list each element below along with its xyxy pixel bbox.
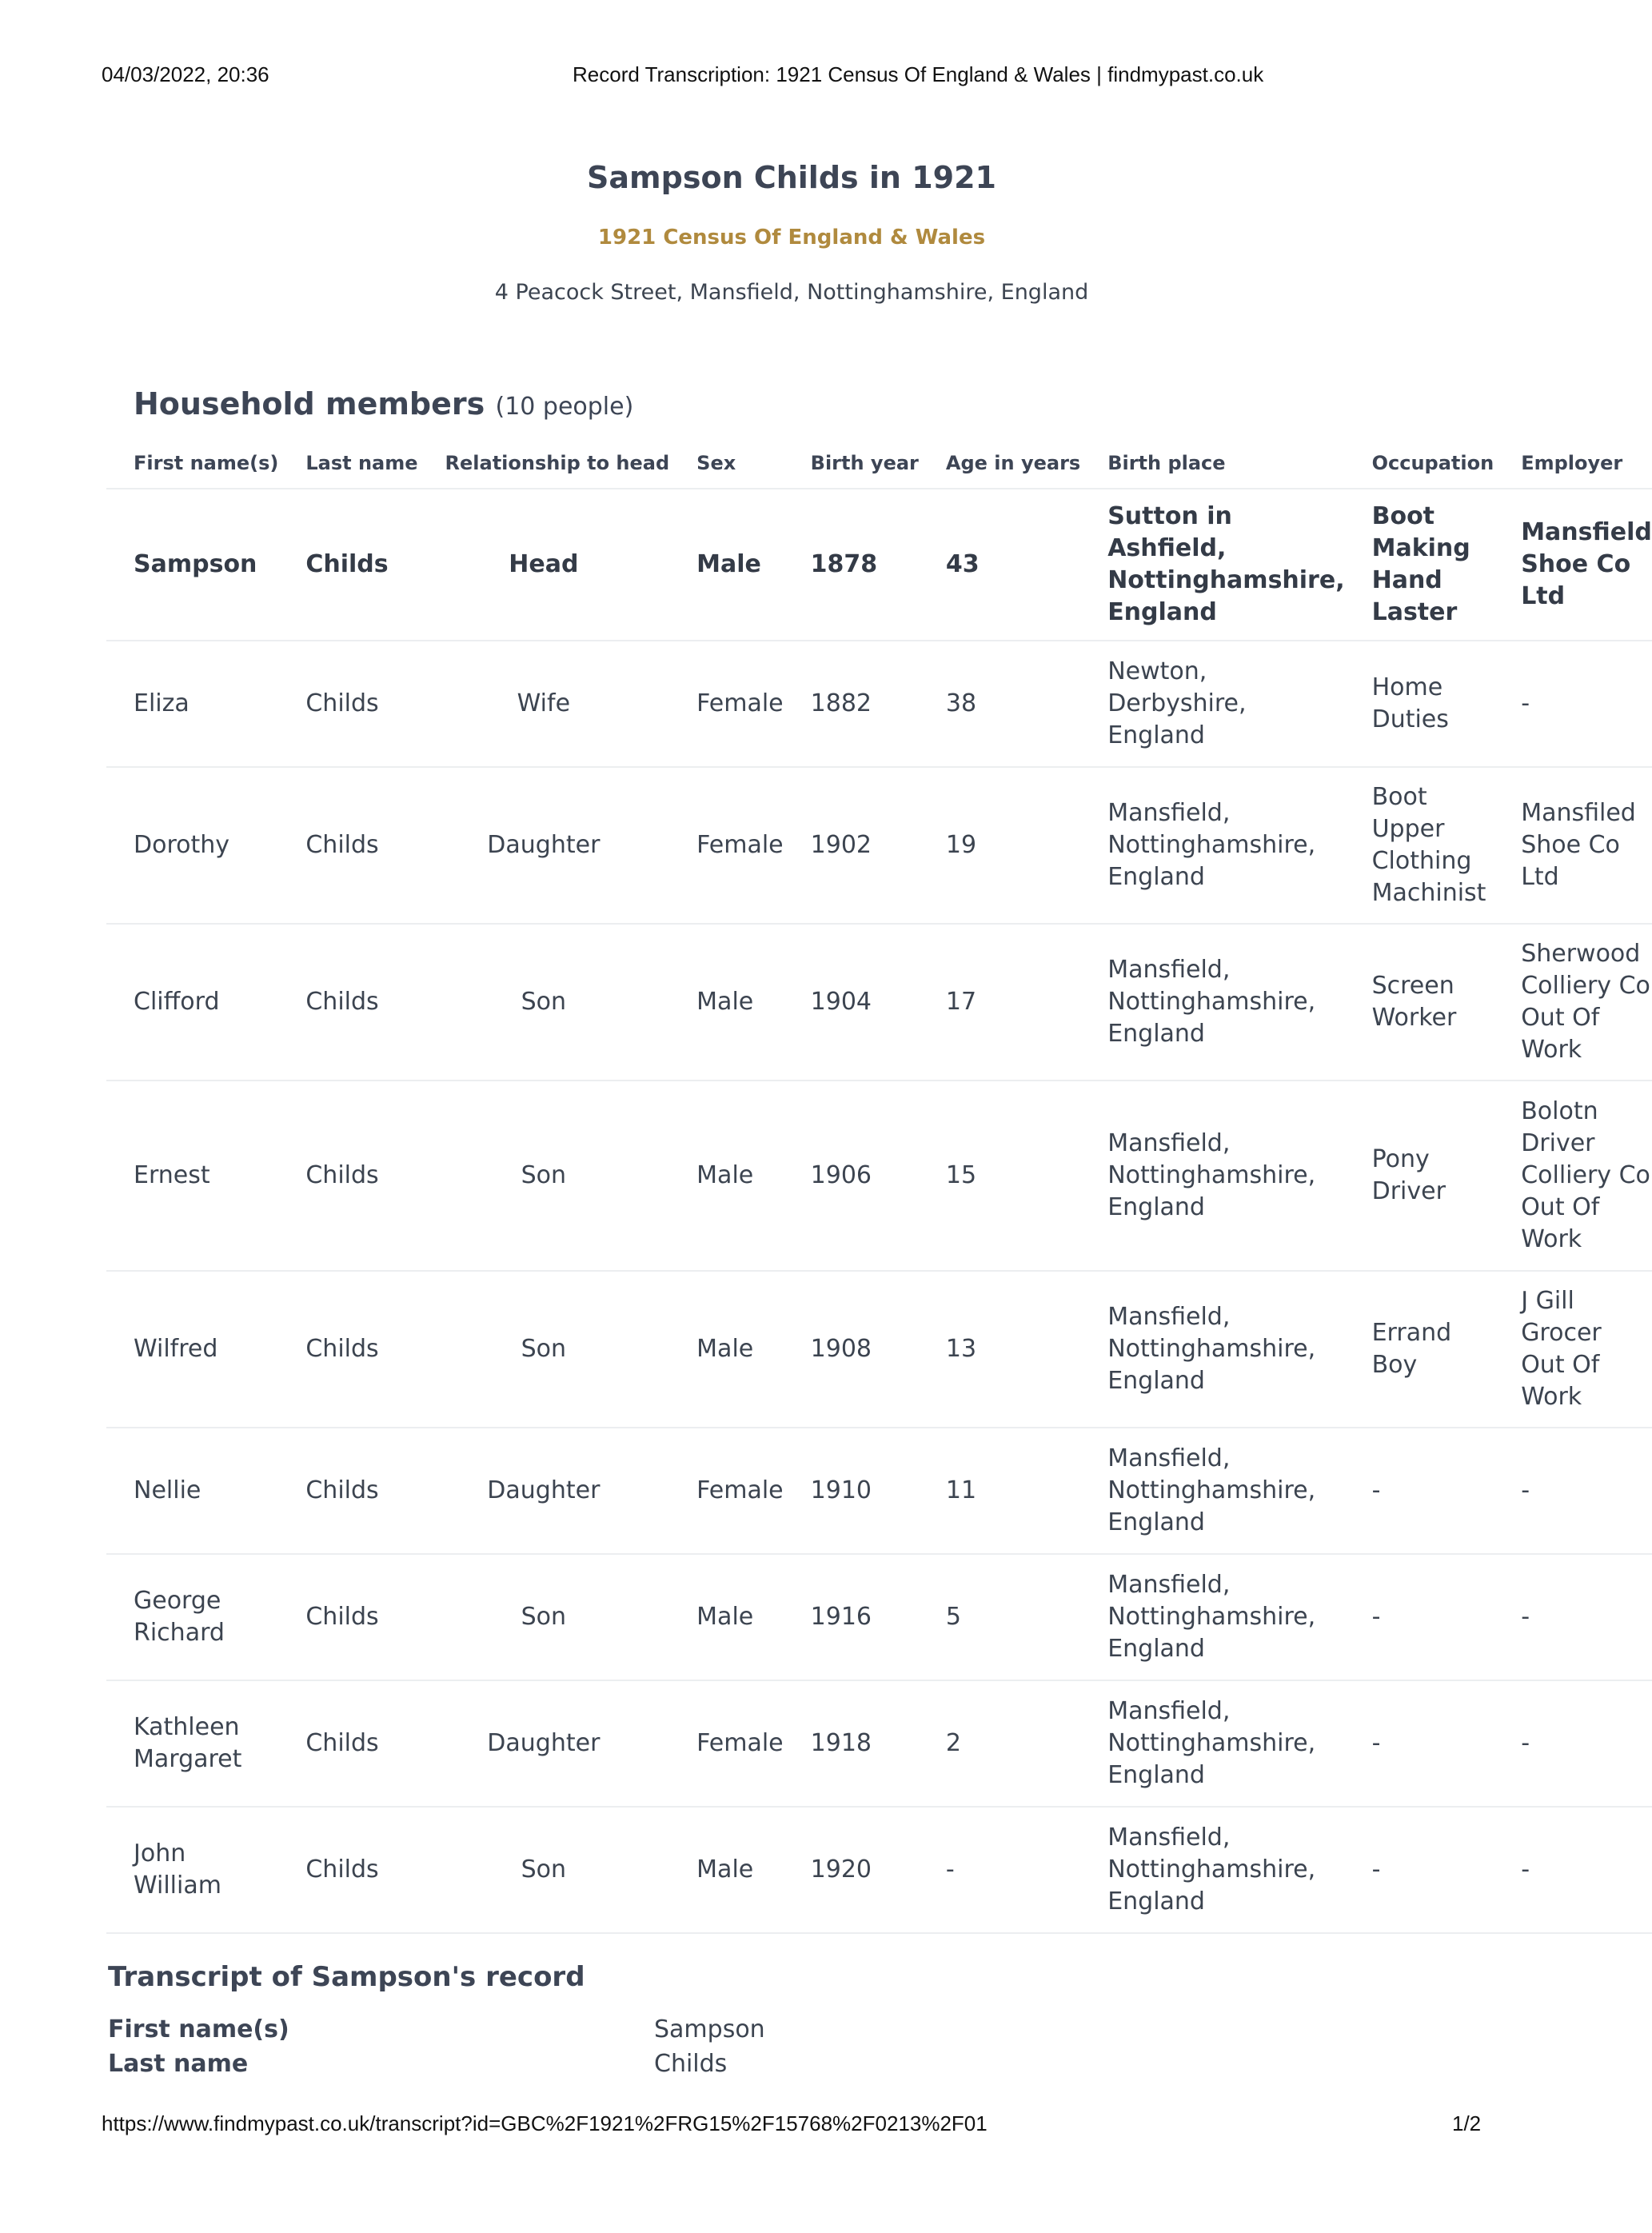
- cell-first-name: Kathleen Margaret: [106, 1680, 278, 1807]
- cell-relationship: Daughter: [418, 1680, 670, 1807]
- cell-age: 5: [919, 1554, 1080, 1680]
- cell-relationship: Head: [418, 489, 670, 641]
- cell-last-name: Childs: [278, 489, 417, 641]
- column-header: Birth year: [784, 438, 919, 489]
- column-header: Age in years: [919, 438, 1080, 489]
- cell-sex: Male: [669, 1271, 783, 1428]
- cell-occupation: Screen Worker: [1345, 924, 1494, 1081]
- household-members-table: [106, 438, 1652, 1934]
- cell-birth-place: Mansfield, Nottinghamshire, England: [1080, 1081, 1344, 1271]
- cell-employer: -: [1494, 1428, 1652, 1554]
- cell-employer: -: [1494, 1680, 1652, 1807]
- cell-birth-place: Mansfield, Nottinghamshire, England: [1080, 924, 1344, 1081]
- cell-occupation: Boot Making Hand Laster: [1345, 489, 1494, 641]
- cell-occupation: -: [1345, 1680, 1494, 1807]
- page-title: Sampson Childs in 1921: [587, 160, 996, 195]
- column-header: Sex: [669, 438, 783, 489]
- cell-birth-place: Mansfield, Nottinghamshire, England: [1080, 1554, 1344, 1680]
- table-row[interactable]: [106, 1428, 1652, 1554]
- transcript-heading: Transcript of Sampson's record: [108, 1961, 585, 1993]
- cell-birth-place: Newton, Derbyshire, England: [1080, 641, 1344, 767]
- cell-age: 11: [919, 1428, 1080, 1554]
- cell-age: 2: [919, 1680, 1080, 1807]
- cell-employer: -: [1494, 1807, 1652, 1933]
- cell-age: 15: [919, 1081, 1080, 1271]
- cell-first-name: Nellie: [106, 1428, 278, 1554]
- cell-birth-year: 1906: [784, 1081, 919, 1271]
- column-header: First name(s): [106, 438, 278, 489]
- cell-birth-year: 1882: [784, 641, 919, 767]
- table-row[interactable]: [106, 1554, 1652, 1680]
- cell-occupation: Errand Boy: [1345, 1271, 1494, 1428]
- cell-relationship: Son: [418, 1807, 670, 1933]
- cell-sex: Female: [669, 1428, 783, 1554]
- cell-first-name: Wilfred: [106, 1271, 278, 1428]
- cell-sex: Male: [669, 1081, 783, 1271]
- cell-relationship: Son: [418, 924, 670, 1081]
- cell-birth-place: Mansfield, Nottinghamshire, England: [1080, 1807, 1344, 1933]
- column-header: Occupation: [1345, 438, 1494, 489]
- cell-birth-year: 1904: [784, 924, 919, 1081]
- transcript-label-last-name: Last name: [108, 2050, 249, 2078]
- cell-birth-year: 1920: [784, 1807, 919, 1933]
- cell-relationship: Wife: [418, 641, 670, 767]
- print-header: [0, 62, 1535, 90]
- cell-age: 38: [919, 641, 1080, 767]
- print-page-number: 1/2: [1452, 2111, 1482, 2135]
- column-header: Employer: [1494, 438, 1652, 489]
- table-row[interactable]: [106, 1081, 1652, 1271]
- cell-first-name: Sampson: [106, 489, 278, 641]
- cell-occupation: Boot Upper Clothing Machinist: [1345, 767, 1494, 924]
- print-page-title: Record Transcription: 1921 Census Of England & Wales | findmypast.co.uk: [573, 62, 1264, 86]
- cell-last-name: Childs: [278, 1680, 417, 1807]
- cell-sex: Male: [669, 489, 783, 641]
- cell-birth-place: Sutton in Ashfield, Nottinghamshire, England: [1080, 489, 1344, 641]
- cell-relationship: Daughter: [418, 767, 670, 924]
- cell-occupation: Pony Driver: [1345, 1081, 1494, 1271]
- cell-employer: Sherwood Colliery Co Out Of Work: [1494, 924, 1652, 1081]
- print-url: https://www.findmypast.co.uk/transcript?id=GBC%2F1921%2FRG15%2F15768%2F0213%2F01: [102, 2111, 988, 2135]
- cell-age: 43: [919, 489, 1080, 641]
- cell-last-name: Childs: [278, 767, 417, 924]
- cell-sex: Female: [669, 767, 783, 924]
- cell-employer: Bolotn Driver Colliery Co Out Of Work: [1494, 1081, 1652, 1271]
- cell-last-name: Childs: [278, 1081, 417, 1271]
- cell-first-name: Ernest: [106, 1081, 278, 1271]
- cell-birth-place: Mansfield, Nottinghamshire, England: [1080, 1680, 1344, 1807]
- cell-relationship: Son: [418, 1554, 670, 1680]
- cell-first-name: Dorothy: [106, 767, 278, 924]
- collection-link[interactable]: 1921 Census Of England & Wales: [597, 226, 986, 250]
- cell-last-name: Childs: [278, 641, 417, 767]
- cell-sex: Male: [669, 1554, 783, 1680]
- household-count: (10 people): [495, 393, 634, 421]
- cell-sex: Female: [669, 641, 783, 767]
- cell-birth-year: 1918: [784, 1680, 919, 1807]
- cell-relationship: Son: [418, 1271, 670, 1428]
- cell-employer: -: [1494, 1554, 1652, 1680]
- column-header: Relationship to head: [418, 438, 670, 489]
- cell-birth-year: 1910: [784, 1428, 919, 1554]
- column-header: Birth place: [1080, 438, 1344, 489]
- cell-last-name: Childs: [278, 1807, 417, 1933]
- cell-last-name: Childs: [278, 1271, 417, 1428]
- transcript-value-last-name: Childs: [654, 2050, 728, 2078]
- cell-occupation: Home Duties: [1345, 641, 1494, 767]
- cell-last-name: Childs: [278, 1554, 417, 1680]
- table-row[interactable]: [106, 1807, 1652, 1933]
- household-heading-label: Household members: [134, 386, 485, 421]
- cell-last-name: Childs: [278, 1428, 417, 1554]
- record-address: 4 Peacock Street, Mansfield, Nottinghamshire, England: [494, 280, 1089, 305]
- cell-birth-place: Mansfield, Nottinghamshire, England: [1080, 1428, 1344, 1554]
- cell-birth-year: 1916: [784, 1554, 919, 1680]
- cell-occupation: -: [1345, 1428, 1494, 1554]
- transcript-value-first-name: Sampson: [654, 2015, 765, 2043]
- cell-relationship: Daughter: [418, 1428, 670, 1554]
- cell-occupation: -: [1345, 1807, 1494, 1933]
- cell-first-name: Eliza: [106, 641, 278, 767]
- cell-sex: Male: [669, 924, 783, 1081]
- cell-last-name: Childs: [278, 924, 417, 1081]
- table-row[interactable]: [106, 767, 1652, 924]
- transcript-label-first-name: First name(s): [108, 2015, 289, 2043]
- table-row[interactable]: [106, 1271, 1652, 1428]
- cell-employer: -: [1494, 641, 1652, 767]
- table-row[interactable]: [106, 641, 1652, 767]
- cell-first-name: John William: [106, 1807, 278, 1933]
- cell-age: 19: [919, 767, 1080, 924]
- cell-employer: J Gill Grocer Out Of Work: [1494, 1271, 1652, 1428]
- cell-sex: Female: [669, 1680, 783, 1807]
- cell-birth-year: 1908: [784, 1271, 919, 1428]
- cell-occupation: -: [1345, 1554, 1494, 1680]
- table-row[interactable]: [106, 924, 1652, 1081]
- cell-employer: Mansfield Shoe Co Ltd: [1494, 489, 1652, 641]
- cell-age: 13: [919, 1271, 1080, 1428]
- print-datetime: 04/03/2022, 20:36: [102, 62, 269, 86]
- cell-birth-year: 1878: [784, 489, 919, 641]
- table-row[interactable]: [106, 1680, 1652, 1807]
- table-header-row: [106, 438, 1652, 489]
- cell-relationship: Son: [418, 1081, 670, 1271]
- cell-employer: Mansfiled Shoe Co Ltd: [1494, 767, 1652, 924]
- cell-age: 17: [919, 924, 1080, 1081]
- cell-first-name: Clifford: [106, 924, 278, 1081]
- table-row[interactable]: [106, 489, 1652, 641]
- cell-birth-year: 1902: [784, 767, 919, 924]
- cell-age: -: [919, 1807, 1080, 1933]
- household-heading: [134, 386, 633, 421]
- cell-sex: Male: [669, 1807, 783, 1933]
- cell-birth-place: Mansfield, Nottinghamshire, England: [1080, 1271, 1344, 1428]
- cell-birth-place: Mansfield, Nottinghamshire, England: [1080, 767, 1344, 924]
- column-header: Last name: [278, 438, 417, 489]
- cell-first-name: George Richard: [106, 1554, 278, 1680]
